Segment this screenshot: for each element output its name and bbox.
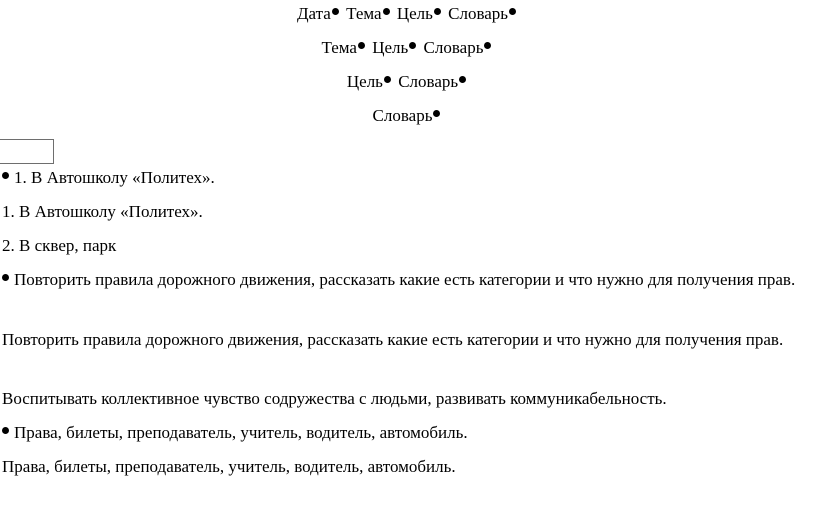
header-row-1 <box>0 4 816 24</box>
paragraph-text: Воспитывать коллективное чувство содружества с людьми, развивать коммуникабельность. <box>2 389 667 408</box>
paragraph-destination-park <box>2 234 802 258</box>
bullet-icon <box>2 427 9 434</box>
header-word-vocabulary: Словарь <box>398 72 459 91</box>
paragraph-destination-bulleted <box>2 166 802 190</box>
bullet-icon <box>2 274 9 281</box>
paragraph-destination <box>2 200 802 224</box>
bullet-icon <box>433 110 440 117</box>
bullet-icon <box>2 172 9 179</box>
bullet-icon <box>484 42 491 49</box>
header-word-vocabulary: Словарь <box>423 38 484 57</box>
header-row-2 <box>0 38 816 58</box>
paragraph-text: Права, билеты, преподаватель, учитель, водитель, автомобиль. <box>14 423 468 442</box>
header-word-vocabulary: Словарь <box>372 106 433 125</box>
header-word-goal: Цель <box>346 72 383 91</box>
header-word-date: Дата <box>296 4 331 23</box>
paragraph-text: 1. В Автошколу «Политех». <box>2 202 203 221</box>
header-word-goal: Цель <box>372 38 409 57</box>
paragraph-text: 1. В Автошколу «Политех». <box>14 168 215 187</box>
paragraph-vocabulary-bulleted <box>2 421 802 445</box>
header-word-goal: Цель <box>396 4 433 23</box>
bullet-icon <box>384 76 391 83</box>
paragraph-text: Повторить правила дорожного движения, рассказать какие есть категории и что нужно для получения прав. <box>14 270 796 289</box>
paragraph-vocabulary <box>2 455 802 479</box>
header-word-topic: Тема <box>321 38 357 57</box>
paragraph-text: Повторить правила дорожного движения, рассказать какие есть категории и что нужно для получения прав. <box>2 330 784 349</box>
header-row-3 <box>0 72 816 92</box>
bullet-icon <box>459 76 466 83</box>
paragraph-education-goal <box>2 387 802 411</box>
header-row-4 <box>0 106 816 126</box>
bullet-icon <box>383 8 390 15</box>
bullet-icon <box>409 42 416 49</box>
paragraph-goal <box>2 328 802 352</box>
empty-box <box>0 139 54 164</box>
header-word-vocabulary: Словарь <box>448 4 509 23</box>
bullet-icon <box>358 42 365 49</box>
paragraph-text: 2. В сквер, парк <box>2 236 117 255</box>
bullet-icon <box>332 8 339 15</box>
bullet-icon <box>509 8 516 15</box>
bullet-icon <box>434 8 441 15</box>
paragraph-goal-bulleted <box>2 268 802 292</box>
header-word-topic: Тема <box>346 4 382 23</box>
paragraph-text: Права, билеты, преподаватель, учитель, водитель, автомобиль. <box>2 457 456 476</box>
